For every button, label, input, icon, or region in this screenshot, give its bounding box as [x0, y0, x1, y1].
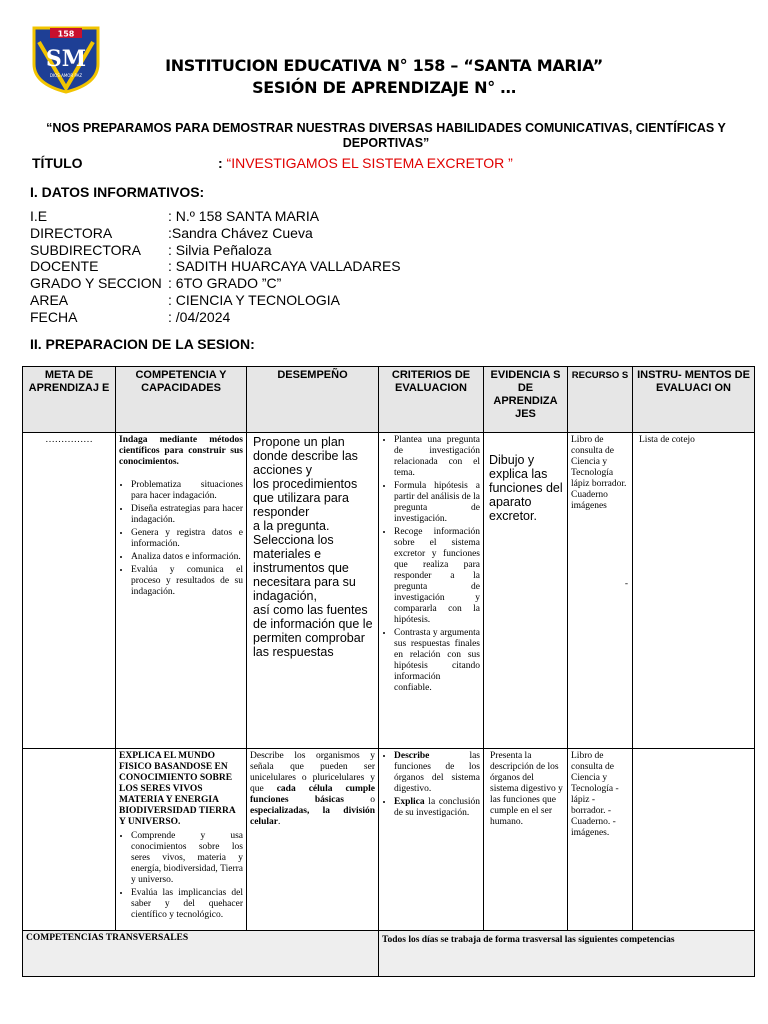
criterios-cell — [379, 749, 484, 931]
desempeno-text: . — [277, 817, 281, 827]
competencia-cell — [116, 433, 247, 749]
competencia-title-end: . — [178, 817, 181, 827]
desempeno-line: así como las fuentes de información que le permiten comprobar las respuestas — [253, 603, 373, 659]
datos-label: DIRECTORA — [30, 224, 113, 241]
list-item — [394, 751, 480, 795]
titulo-value: “INVESTIGAMOS EL SISTEMA EXCRETOR ” — [222, 155, 513, 171]
transversal-label: COMPETENCIAS TRANSVERSALES — [23, 931, 379, 977]
list-item: • Evalúa las implicancias del saber y del quehacer científico y tecnológico. — [131, 888, 243, 921]
datos-value: : 6TO GRADO ”C” — [168, 275, 282, 292]
col-header-competencia: COMPETENCIA Y CAPACIDADES — [116, 367, 247, 433]
datos-row — [30, 242, 401, 259]
desempeno-line: los procedimientos que utilizara para responder — [253, 477, 358, 519]
capacidades-list — [119, 480, 243, 598]
criterios-list — [382, 435, 480, 694]
table-row — [23, 433, 755, 749]
datos-value: : CIENCIA Y TECNOLOGIA — [168, 291, 340, 308]
recursos-cell: Libro de consulta de Ciencia y Tecnología -lápiz -borrador. -Cuaderno. -imágenes. — [568, 749, 633, 931]
transversal-text: Todos los días se trabaja de forma trasversal las siguientes competencias — [379, 931, 755, 977]
recursos-dash: - — [624, 579, 628, 589]
session-table — [22, 366, 755, 977]
preparacion-heading: II. PREPARACION DE LA SESION: — [30, 336, 255, 352]
competencia-title-text: EXPLICA EL MUNDO FISICO BASANDOSE EN CONOCIMIENTO SOBRE LOS SERES VIVOS MATERIA Y ENERGIA BIODIVERSIDAD TIERRA Y UNIVERSO — [119, 751, 236, 827]
list-item: • Analiza datos e información. — [131, 552, 243, 563]
col-header-criterios: CRITERIOS DE EVALUACION — [379, 367, 484, 433]
list-item: • Contrasta y argumenta sus respuestas finales en relación con sus hipótesis citando información confiable. — [394, 628, 480, 694]
competencia-title: Indaga mediante métodos científicos para construir sus conocimientos. — [119, 435, 243, 467]
list-item: • Plantea una pregunta de investigación relacionada con el tema. — [394, 435, 480, 479]
datos-label: FECHA — [30, 308, 78, 325]
list-item — [394, 797, 480, 819]
datos-row — [30, 275, 401, 292]
desempeno-cell — [247, 749, 379, 931]
criterio-text: la conclusión de su investigación. — [394, 797, 480, 818]
criterio-verb: Describe — [394, 751, 430, 761]
desempeno-bold: especializadas, la división celular — [250, 806, 375, 827]
list-item: • Comprende y usa conocimientos sobre los seres vivos, materia y energía, biodiversidad, Tierra y universo. — [131, 831, 243, 886]
competencia-title — [119, 751, 243, 828]
lema-text: “NOS PREPARAMOS PARA DEMOSTRAR NUESTRAS DIVERSAS HABILIDADES COMUNICATIVAS, CIENTÍFICAS Y DEPORTIVAS” — [46, 121, 726, 150]
desempeno-bold: cada célula cumple funciones básicas — [250, 784, 375, 805]
table-row — [23, 749, 755, 931]
criterios-list — [382, 751, 480, 819]
session-table-wrapper — [22, 366, 754, 976]
datos-list — [30, 208, 401, 326]
document-header — [100, 55, 668, 99]
datos-row — [30, 309, 401, 326]
table-header-row — [23, 367, 755, 433]
datos-value: :Sandra Chávez Cueva — [168, 224, 313, 241]
instrumentos-cell: Lista de cotejo — [633, 433, 755, 749]
desempeno-cell — [247, 433, 379, 749]
desempeno-line: Propone un plan donde describe las acciones y — [253, 435, 358, 477]
datos-label: DOCENTE — [30, 258, 99, 275]
datos-value: : N.º 158 SANTA MARIA — [168, 208, 320, 224]
titulo-colon: : — [218, 155, 223, 171]
meta-cell: …………… — [23, 433, 116, 749]
evidencias-cell: Dibujo y explica las funciones del aparato excretor. — [484, 433, 568, 749]
logo-motto: DIOS AMOR PAZ — [49, 73, 83, 78]
list-item: • Genera y registra datos e información. — [131, 528, 243, 550]
col-header-instrumentos: INSTRU- MENTOS DE EVALUACI ON — [633, 367, 755, 433]
desempeno-line: a la pregunta. Selecciona los materiales e instrumentos que necesitara para su indagación, — [253, 519, 356, 603]
list-item: • Evalúa y comunica el proceso y resultados de su indagación. — [131, 565, 243, 598]
datos-value: : SADITH HUARCAYA VALLADARES — [168, 258, 401, 275]
desempeno-text: o — [343, 795, 375, 805]
datos-label: I.E — [30, 208, 48, 224]
transversal-row — [23, 931, 755, 977]
list-item: • Recoge información sobre el sistema excretor y funciones que realiza para responder a la pregunta de investigación y compararla con la hipótesis. — [394, 527, 480, 626]
datos-label: GRADO Y SECCION — [30, 275, 162, 292]
datos-row — [30, 292, 401, 309]
desempeno-text: Describe los organismos y señala que pueden ser unicelulares o pluricelulares y que — [250, 751, 375, 794]
datos-row — [30, 225, 401, 242]
datos-heading: I. DATOS INFORMATIVOS: — [30, 184, 205, 200]
list-item: • Diseña estrategias para hacer indagación. — [131, 504, 243, 526]
list-item: • Formula hipótesis a partir del análisis de la pregunta de investigación. — [394, 481, 480, 525]
col-header-recursos: RECURSO S — [568, 367, 633, 433]
instrumentos-cell — [633, 749, 755, 931]
col-header-meta: META DE APRENDIZAJ E — [23, 367, 116, 433]
criterios-cell — [379, 433, 484, 749]
session-title: SESIÓN DE APRENDIZAJE N° … — [252, 78, 516, 97]
datos-row — [30, 208, 401, 225]
col-header-evidencias: EVIDENCIA S DE APRENDIZA JES — [484, 367, 568, 433]
criterio-text: las funciones de los órganos del sistema digestivo. — [394, 751, 480, 794]
competencia-cell — [116, 749, 247, 931]
datos-label: SUBDIRECTORA — [30, 241, 141, 258]
capacidades-list — [119, 831, 243, 921]
list-item: • Problematiza situaciones para hacer indagación. — [131, 480, 243, 502]
logo-number: 158 — [57, 29, 75, 39]
datos-row — [30, 258, 401, 275]
criterio-verb: Explica — [394, 797, 425, 807]
datos-label: AREA — [30, 291, 69, 308]
datos-value: : Silvia Peñaloza — [168, 241, 272, 258]
logo-letters: SM — [45, 46, 87, 72]
titulo-label: TÍTULO — [32, 155, 83, 171]
col-header-desempeno: DESEMPEÑO — [247, 367, 379, 433]
school-logo — [30, 22, 102, 94]
recursos-text: Libro de consulta de Ciencia y Tecnología lápiz borrador. Cuaderno imágenes — [571, 435, 627, 511]
meta-cell — [23, 749, 116, 931]
datos-value: : /04/2024 — [168, 308, 231, 325]
recursos-cell — [568, 433, 633, 749]
titulo-field — [218, 155, 513, 171]
institution-title: INSTITUCION EDUCATIVA N° 158 – “SANTA MARIA” — [165, 56, 603, 75]
evidencias-cell: Presenta la descripción de los órganos del sistema digestivo y las funciones que cumple en el ser humano. — [484, 749, 568, 931]
